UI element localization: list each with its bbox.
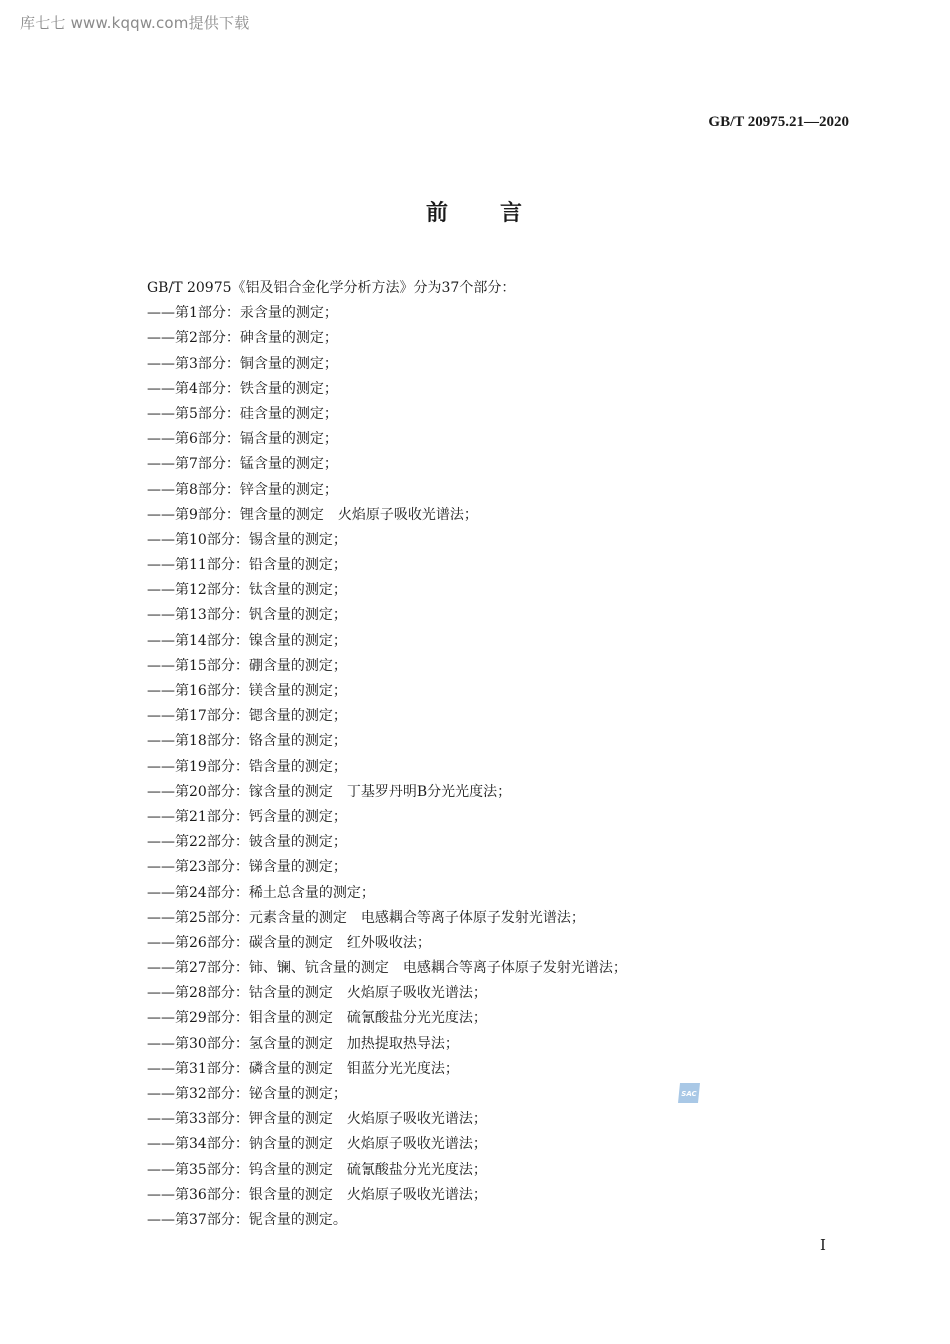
list-item: ——第15部分：硼含量的测定； [147,657,347,674]
sac-logo-icon [676,1081,702,1105]
list-item: ——第22部分：铍含量的测定； [147,834,347,851]
list-item: ——第30部分：氢含量的测定 加热提取热导法； [147,1035,459,1052]
list-item: ——第10部分：锡含量的测定； [147,531,347,548]
page-number: I [820,1236,826,1254]
page-title-char-1: 前 [425,201,450,226]
list-item: ——第37部分：铌含量的测定。 [147,1211,347,1228]
list-item: ——第2部分：砷含量的测定； [147,330,338,347]
parts-list [147,301,827,1233]
list-item: ——第25部分：元素含量的测定 电感耦合等离子体原子发射光谱法； [147,909,585,926]
list-item: ——第31部分：磷含量的测定 钼蓝分光光度法； [147,1060,459,1077]
list-item: ——第28部分：钴含量的测定 火焰原子吸收光谱法； [147,985,487,1002]
download-watermark: 库七七 www.kqqw.com提供下载 [20,14,250,32]
list-item: ——第26部分：碳含量的测定 红外吸收法； [147,934,431,951]
sac-logo-text: SAC [681,1090,697,1098]
list-item: ——第13部分：钒含量的测定； [147,607,347,624]
list-item: ——第20部分：镓含量的测定 丁基罗丹明B分光光度法； [147,783,512,800]
page-title-char-2: 言 [500,201,525,226]
list-item: ——第5部分：硅含量的测定； [147,405,338,422]
list-item: ——第11部分：铅含量的测定； [147,557,347,574]
list-item: ——第33部分：钾含量的测定 火焰原子吸收光谱法； [147,1111,487,1128]
list-item: ——第6部分：镉含量的测定； [147,431,338,448]
list-item: ——第8部分：锌含量的测定； [147,481,338,498]
list-item: ——第4部分：铁含量的测定； [147,380,338,397]
list-item: ——第32部分：铋含量的测定； [147,1086,347,1103]
standard-number: GB/T 20975.21—2020 [708,114,849,130]
list-item: ——第14部分：镍含量的测定； [147,632,347,649]
list-item: ——第35部分：钨含量的测定 硫氰酸盐分光光度法； [147,1161,487,1178]
page-title [0,196,950,227]
list-item: ——第19部分：锆含量的测定； [147,758,347,775]
list-item: ——第1部分：汞含量的测定； [147,305,338,322]
list-item: ——第29部分：钼含量的测定 硫氰酸盐分光光度法； [147,1010,487,1027]
list-item: ——第36部分：银含量的测定 火焰原子吸收光谱法； [147,1186,487,1203]
list-item: ——第17部分：锶含量的测定； [147,708,347,725]
list-item: ——第9部分：锂含量的测定 火焰原子吸收光谱法； [147,506,478,523]
list-item: ——第21部分：钙含量的测定； [147,808,347,825]
list-item: ——第34部分：钠含量的测定 火焰原子吸收光谱法； [147,1136,487,1153]
list-item: ——第3部分：铜含量的测定； [147,355,338,372]
list-item: ——第27部分：铈、镧、钪含量的测定 电感耦合等离子体原子发射光谱法； [147,960,627,977]
list-item: ——第24部分：稀土总含量的测定； [147,884,375,901]
list-item: ——第7部分：锰含量的测定； [147,456,338,473]
list-item: ——第23部分：锑含量的测定； [147,859,347,876]
list-item: ——第12部分：钛含量的测定； [147,582,347,599]
foreword-body [147,276,827,1233]
intro-paragraph: GB/T 20975《铝及铝合金化学分析方法》分为37个部分： [147,280,516,296]
list-item: ——第18部分：铬含量的测定； [147,733,347,750]
list-item: ——第16部分：镁含量的测定； [147,683,347,700]
